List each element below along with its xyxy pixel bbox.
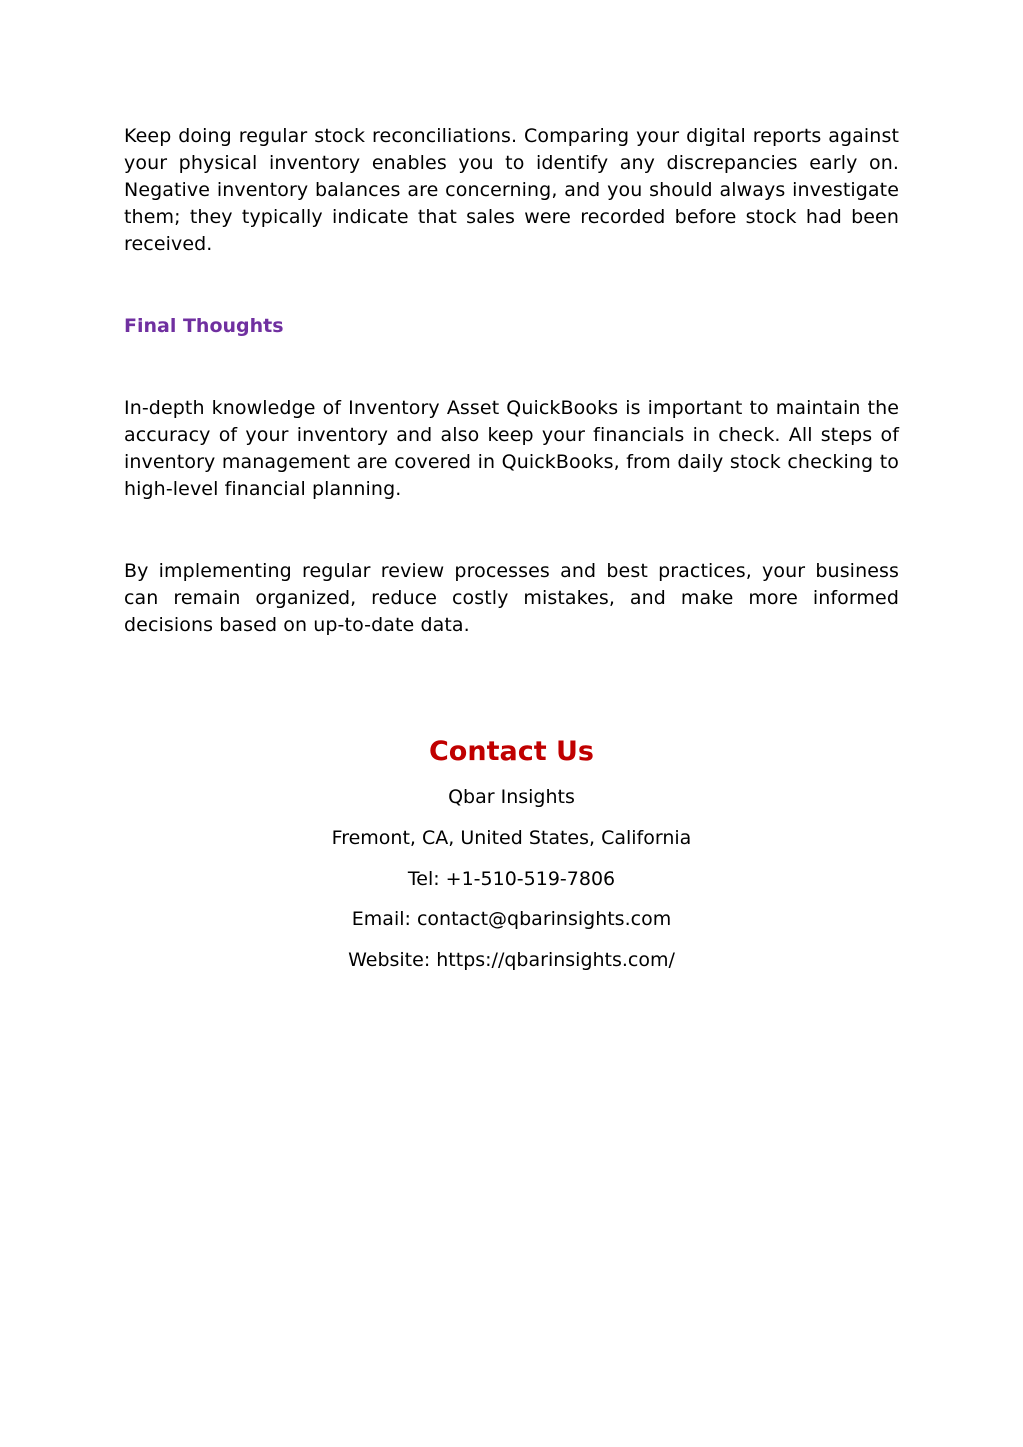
contact-telephone: Tel: +1-510-519-7806: [407, 868, 616, 890]
section-heading-final-thoughts: Final Thoughts: [124, 315, 284, 337]
paragraph-inventory-knowledge: In-depth knowledge of Inventory Asset QuickBooks is important to maintain the accuracy of your inventory and also keep your financials in check. All steps of inventory management are covered in QuickBooks, from daily stock checking to high-level financial planning.: [124, 397, 899, 500]
paragraph-stock-reconciliation: Keep doing regular stock reconciliations. Comparing your digital reports against your physical inventory enables you to identify any discrepancies early on. Negative inventory balances are concerning, and you should always investigate them; they typically indicate that sales were recorded before stock had been received.: [124, 125, 899, 255]
paragraph-review-processes: By implementing regular review processes and best practices, your business can remain organized, reduce costly mistakes, and make more informed decisions based on up-to-date data.: [124, 560, 899, 636]
contact-website: Website: https://qbarinsights.com/: [348, 949, 675, 971]
contact-company: Qbar Insights: [448, 786, 575, 808]
contact-address: Fremont, CA, United States, California: [331, 827, 692, 849]
contact-email: Email: contact@qbarinsights.com: [351, 908, 672, 930]
contact-us-title: Contact Us: [428, 736, 595, 767]
